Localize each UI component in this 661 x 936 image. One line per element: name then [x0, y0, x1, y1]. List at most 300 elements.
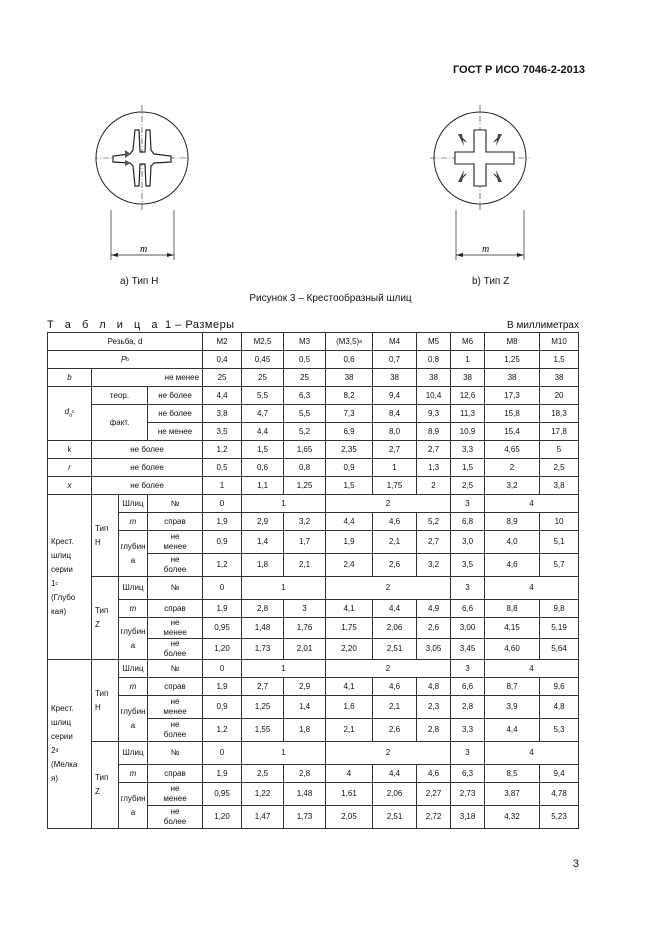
value-cell: 1,1	[242, 477, 284, 495]
slot-no-label: №	[148, 742, 203, 765]
pitch-label-cell	[48, 351, 203, 369]
value-cell: 1,25	[242, 696, 284, 719]
table-row	[48, 477, 579, 495]
value-cell: 3,45	[451, 639, 485, 660]
slot-number: 2	[326, 660, 451, 678]
table-title-word: Т а б л и ц а	[47, 319, 162, 331]
value-cell: 4,78	[540, 783, 579, 806]
value-cell: 8,4	[373, 405, 417, 423]
b-qualifier: не менее	[92, 369, 203, 387]
page-number: 3	[572, 858, 579, 870]
table-row	[48, 441, 579, 459]
slot-number: 3	[451, 660, 485, 678]
value-cell: 1,4	[242, 531, 284, 554]
slot-number: 4	[485, 742, 579, 765]
figure-b-label: b) Тип Z	[472, 276, 510, 287]
figure-a-label: a) Тип Н	[120, 276, 159, 287]
value-cell: 2,7	[417, 531, 451, 554]
value-cell: 2,6	[373, 554, 417, 577]
depth-label	[119, 618, 148, 660]
value-cell: 17,3	[485, 387, 540, 405]
value-cell: 4,0	[485, 531, 540, 554]
value-cell: 4,9	[417, 600, 451, 618]
value-cell: 18,3	[540, 405, 579, 423]
value-cell: 1,4	[284, 696, 326, 719]
value-cell: 2,1	[326, 719, 373, 742]
series-label-line: серии	[51, 565, 73, 574]
value-cell: 38	[326, 369, 373, 387]
depth-label-line: а	[130, 640, 136, 650]
value-cell: 2,9	[284, 678, 326, 696]
value-cell: 8,0	[373, 423, 417, 441]
value-cell: 1,2	[203, 441, 242, 459]
da-subscript: a	[69, 412, 72, 419]
value-cell: 2,1	[373, 696, 417, 719]
value-cell: 2,3	[417, 696, 451, 719]
slot-number: 3	[451, 577, 485, 600]
value-cell: 2,20	[326, 639, 373, 660]
value-cell: 1,76	[284, 618, 326, 639]
value-cell: 4,6	[373, 678, 417, 696]
value-cell: 4,65	[485, 441, 540, 459]
value-cell: 1,48	[242, 618, 284, 639]
value-cell: 17,8	[540, 423, 579, 441]
slot-number: 4	[485, 577, 579, 600]
table-row	[48, 351, 579, 369]
value-cell: 1,2	[203, 719, 242, 742]
m-qualifier: справ	[148, 513, 203, 531]
m-symbol: m	[129, 681, 137, 691]
value-cell: 25	[242, 369, 284, 387]
value-cell: 10,9	[451, 423, 485, 441]
slot-number: 0	[203, 577, 242, 600]
slot-number: 1	[242, 577, 326, 600]
series-1-label	[48, 495, 92, 660]
dimensions-table	[47, 332, 579, 829]
type-z-label	[92, 742, 119, 829]
document-standard-code: ГОСТ Р ИСО 7046-2-2013	[452, 64, 585, 76]
value-cell: 0,6	[242, 459, 284, 477]
value-cell: 2,05	[326, 806, 373, 829]
table-row	[48, 600, 579, 618]
value-cell: 8,7	[485, 678, 540, 696]
value-cell: 3,05	[417, 639, 451, 660]
da-fact-label: факт.	[92, 405, 148, 441]
qualifier-line: не	[170, 784, 180, 793]
series-label-line: (Глубо	[51, 593, 76, 602]
dimension-m-label: m	[140, 244, 148, 255]
depth-min-qualifier	[148, 696, 203, 719]
value-cell: 0,7	[373, 351, 417, 369]
value-cell: 2,06	[373, 783, 417, 806]
depth-max-qualifier	[148, 639, 203, 660]
series-label-line: 2	[51, 746, 56, 755]
size-cell: M2,5	[242, 333, 284, 351]
value-cell: 5	[540, 441, 579, 459]
r-symbol: r	[68, 462, 71, 472]
value-cell: 5,64	[540, 639, 579, 660]
value-cell: 4,4	[242, 423, 284, 441]
value-cell: 10,4	[417, 387, 451, 405]
value-cell: 1,8	[284, 719, 326, 742]
footnote-mark: b	[126, 356, 130, 363]
value-cell: 1	[203, 477, 242, 495]
slot-number: 2	[326, 495, 451, 513]
depth-min-qualifier	[148, 531, 203, 554]
size-cell: M10	[540, 333, 579, 351]
value-cell: 1,9	[203, 678, 242, 696]
footnote-mark: c	[55, 581, 58, 587]
b-label	[48, 369, 92, 387]
slot-label: Шлиц	[119, 495, 148, 513]
value-cell: 38	[485, 369, 540, 387]
table-row	[48, 742, 579, 765]
value-cell: 2,7	[417, 441, 451, 459]
value-cell: 3,9	[485, 696, 540, 719]
value-cell: 5,5	[242, 387, 284, 405]
type-label-line: Н	[95, 702, 101, 712]
table-row	[48, 678, 579, 696]
qualifier-line: не	[170, 697, 180, 706]
value-cell: 2,1	[373, 531, 417, 554]
value-cell: 10	[540, 513, 579, 531]
slot-number: 0	[203, 660, 242, 678]
value-cell: 3,2	[417, 554, 451, 577]
value-cell: 2,4	[326, 554, 373, 577]
value-cell: 1	[373, 459, 417, 477]
type-label-line: Z	[95, 620, 100, 629]
value-cell: 1,20	[203, 639, 242, 660]
value-cell: 9,4	[373, 387, 417, 405]
slot-number: 1	[242, 742, 326, 765]
value-cell: 2,51	[373, 806, 417, 829]
value-cell: 0,9	[203, 696, 242, 719]
x-label	[48, 477, 92, 495]
qualifier-line: менее	[163, 794, 187, 803]
footnote-mark: c	[71, 408, 75, 415]
value-cell: 2,5	[242, 765, 284, 783]
value-cell: 1,7	[284, 531, 326, 554]
value-cell: 2	[417, 477, 451, 495]
value-cell: 12,6	[451, 387, 485, 405]
value-cell: 1,73	[284, 806, 326, 829]
type-label-line: Тип	[95, 773, 109, 782]
slot-number: 4	[485, 660, 579, 678]
value-cell: 3,3	[451, 719, 485, 742]
value-cell: 4,1	[326, 600, 373, 618]
series-label-line: Крест.	[51, 704, 74, 713]
depth-label	[119, 783, 148, 829]
value-cell: 1,65	[284, 441, 326, 459]
value-cell: 2,51	[373, 639, 417, 660]
slot-no-label: №	[148, 577, 203, 600]
table-row	[48, 531, 579, 554]
slot-number: 3	[451, 495, 485, 513]
value-cell: 4,6	[485, 554, 540, 577]
slot-no-label: №	[148, 660, 203, 678]
value-cell: 1,9	[203, 513, 242, 531]
value-cell: 9,6	[540, 678, 579, 696]
qualifier-line: менее	[163, 707, 187, 716]
slot-number: 4	[485, 495, 579, 513]
value-cell: 1,5	[540, 351, 579, 369]
depth-max-qualifier	[148, 719, 203, 742]
size-cell	[326, 333, 373, 351]
value-cell: 3,87	[485, 783, 540, 806]
qualifier-line: менее	[163, 628, 187, 637]
value-cell: 1,25	[485, 351, 540, 369]
table-row	[48, 577, 579, 600]
value-cell: 2,8	[284, 765, 326, 783]
value-cell: 0,95	[203, 783, 242, 806]
value-cell: 3,2	[284, 513, 326, 531]
slot-number: 3	[451, 742, 485, 765]
value-cell: 2,01	[284, 639, 326, 660]
value-cell: 8,2	[326, 387, 373, 405]
value-cell: 5,5	[284, 405, 326, 423]
value-cell: 1,48	[284, 783, 326, 806]
series-label-line: шлиц	[51, 718, 72, 727]
value-cell: 4,1	[326, 678, 373, 696]
value-cell: 6,6	[451, 600, 485, 618]
value-cell: 1,3	[417, 459, 451, 477]
value-cell: 2,5	[451, 477, 485, 495]
value-cell: 11,3	[451, 405, 485, 423]
table-row	[48, 369, 579, 387]
value-cell: 2,1	[284, 554, 326, 577]
m-qualifier: справ	[148, 765, 203, 783]
value-cell: 3,3	[451, 441, 485, 459]
type-label-line: Н	[95, 537, 101, 547]
b-symbol: b	[67, 372, 72, 382]
value-cell: 1,2	[203, 554, 242, 577]
depth-label-line: а	[130, 720, 136, 730]
slot-number: 1	[242, 495, 326, 513]
value-cell: 6,3	[284, 387, 326, 405]
value-cell: 2,8	[451, 696, 485, 719]
qualifier-line: не	[170, 618, 180, 627]
type-label-line: Тип	[95, 523, 109, 533]
value-cell: 0,45	[242, 351, 284, 369]
value-cell: 4,4	[373, 765, 417, 783]
series-label-line: Крест.	[51, 537, 74, 546]
type-label-line: Тип	[95, 606, 109, 615]
value-cell: 5,2	[417, 513, 451, 531]
footnote-mark: d	[55, 748, 59, 754]
qualifier-line: не	[170, 639, 180, 648]
series-label-line: кая)	[51, 607, 67, 616]
value-cell: 6,9	[326, 423, 373, 441]
da-theor-qualifier: не более	[148, 387, 203, 405]
r-label	[48, 459, 92, 477]
figure-type-h-drawing	[95, 100, 190, 270]
slot-number: 2	[326, 742, 451, 765]
value-cell: 9,8	[540, 600, 579, 618]
value-cell: 1,22	[242, 783, 284, 806]
value-cell: 1,6	[326, 696, 373, 719]
slot-number: 0	[203, 495, 242, 513]
value-cell: 3	[284, 600, 326, 618]
depth-min-qualifier	[148, 783, 203, 806]
value-cell: 1,25	[284, 477, 326, 495]
value-cell: 2,7	[242, 678, 284, 696]
k-label: k	[48, 441, 92, 459]
table-row	[48, 660, 579, 678]
value-cell: 4,4	[485, 719, 540, 742]
value-cell: 2,73	[451, 783, 485, 806]
m-symbol: m	[129, 603, 137, 613]
depth-label	[119, 696, 148, 742]
value-cell: 8,9	[417, 423, 451, 441]
value-cell: 1,9	[203, 600, 242, 618]
table-row	[48, 513, 579, 531]
value-cell: 5,7	[540, 554, 579, 577]
series-2-label	[48, 660, 92, 829]
depth-label-line: глубин	[120, 706, 146, 716]
value-cell: 1,9	[326, 531, 373, 554]
value-cell: 9,4	[540, 765, 579, 783]
value-cell: 0,6	[326, 351, 373, 369]
m-qualifier: справ	[148, 600, 203, 618]
da-theor-label: теор.	[92, 387, 148, 405]
value-cell: 0,9	[326, 459, 373, 477]
value-cell: 4,8	[540, 696, 579, 719]
slot-number: 2	[326, 577, 451, 600]
depth-label-line: глубин	[120, 626, 146, 636]
value-cell: 15,4	[485, 423, 540, 441]
value-cell: 2	[485, 459, 540, 477]
value-cell: 0,8	[284, 459, 326, 477]
qualifier-line: не	[170, 807, 180, 816]
slot-label: Шлиц	[119, 660, 148, 678]
value-cell: 3,5	[203, 423, 242, 441]
size-cell: M5	[417, 333, 451, 351]
value-cell: 2,35	[326, 441, 373, 459]
value-cell: 0,9	[203, 531, 242, 554]
value-cell: 1,5	[242, 441, 284, 459]
series-label-line: шлиц	[51, 551, 72, 560]
m-label	[119, 765, 148, 783]
value-cell: 2,7	[373, 441, 417, 459]
table-row	[48, 333, 579, 351]
type-z-label	[92, 577, 119, 660]
value-cell: 5,2	[284, 423, 326, 441]
value-cell: 5,3	[540, 719, 579, 742]
value-cell: 38	[373, 369, 417, 387]
value-cell: 2,6	[373, 719, 417, 742]
slot-label: Шлиц	[119, 577, 148, 600]
value-cell: 3,8	[203, 405, 242, 423]
value-cell: 1,61	[326, 783, 373, 806]
depth-label	[119, 531, 148, 577]
da-fact-min-qualifier: не менее	[148, 423, 203, 441]
value-cell: 3,0	[451, 531, 485, 554]
table-title-rest: 1 – Размеры	[165, 319, 235, 331]
qualifier-line: не	[170, 555, 180, 564]
value-cell: 8,9	[485, 513, 540, 531]
qualifier-line: не	[170, 532, 180, 541]
depth-max-qualifier	[148, 554, 203, 577]
value-cell: 0,5	[203, 459, 242, 477]
pitch-label: P	[120, 354, 127, 364]
da-label	[48, 387, 92, 441]
value-cell: 1,5	[326, 477, 373, 495]
value-cell: 0,5	[284, 351, 326, 369]
value-cell: 6,6	[451, 678, 485, 696]
value-cell: 0,8	[417, 351, 451, 369]
value-cell: 38	[451, 369, 485, 387]
value-cell: 5,1	[540, 531, 579, 554]
value-cell: 15,8	[485, 405, 540, 423]
table-row	[48, 459, 579, 477]
depth-label-line: глубин	[120, 541, 146, 551]
da-symbol: d	[64, 406, 70, 416]
value-cell: 25	[284, 369, 326, 387]
value-cell: 5,19	[540, 618, 579, 639]
value-cell: 8,8	[485, 600, 540, 618]
value-cell: 1,5	[451, 459, 485, 477]
table-row	[48, 696, 579, 719]
m-symbol: m	[129, 516, 137, 526]
da-fact-max-qualifier: не более	[148, 405, 203, 423]
value-cell: 4	[326, 765, 373, 783]
qualifier-line: более	[163, 730, 187, 739]
value-cell: 1,47	[242, 806, 284, 829]
value-cell: 1,73	[242, 639, 284, 660]
value-cell: 2,06	[373, 618, 417, 639]
value-cell: 6,8	[451, 513, 485, 531]
value-cell: 4,6	[417, 765, 451, 783]
slot-number: 0	[203, 742, 242, 765]
depth-max-qualifier	[148, 806, 203, 829]
table-title	[47, 319, 235, 331]
m-symbol: m	[129, 768, 137, 778]
depth-label-line: глубин	[120, 793, 146, 803]
qualifier-line: не	[170, 720, 180, 729]
value-cell: 2,5	[540, 459, 579, 477]
type-h-label	[92, 660, 119, 742]
table-row	[48, 495, 579, 513]
table-row	[48, 405, 579, 423]
depth-label-line: а	[130, 555, 136, 565]
value-cell: 1,9	[203, 765, 242, 783]
value-cell: 7,3	[326, 405, 373, 423]
series-label-line: серии	[51, 732, 73, 741]
value-cell: 20	[540, 387, 579, 405]
value-cell: 2,8	[417, 719, 451, 742]
value-cell: 1,75	[373, 477, 417, 495]
r-qualifier: не более	[92, 459, 203, 477]
depth-label-line: а	[130, 807, 136, 817]
figure-type-z-drawing	[430, 100, 530, 270]
value-cell: 9,3	[417, 405, 451, 423]
value-cell: 2,72	[417, 806, 451, 829]
value-cell: 3,5	[451, 554, 485, 577]
table-row	[48, 618, 579, 639]
slot-number: 1	[242, 660, 326, 678]
series-label-line: я)	[51, 774, 58, 783]
table-row	[48, 783, 579, 806]
value-cell: 0,95	[203, 618, 242, 639]
m-label	[119, 513, 148, 531]
value-cell: 25	[203, 369, 242, 387]
value-cell: 4,7	[242, 405, 284, 423]
value-cell: 3,8	[540, 477, 579, 495]
value-cell: 4,15	[485, 618, 540, 639]
value-cell: 4,4	[203, 387, 242, 405]
value-cell: 3,18	[451, 806, 485, 829]
value-cell: 1,20	[203, 806, 242, 829]
